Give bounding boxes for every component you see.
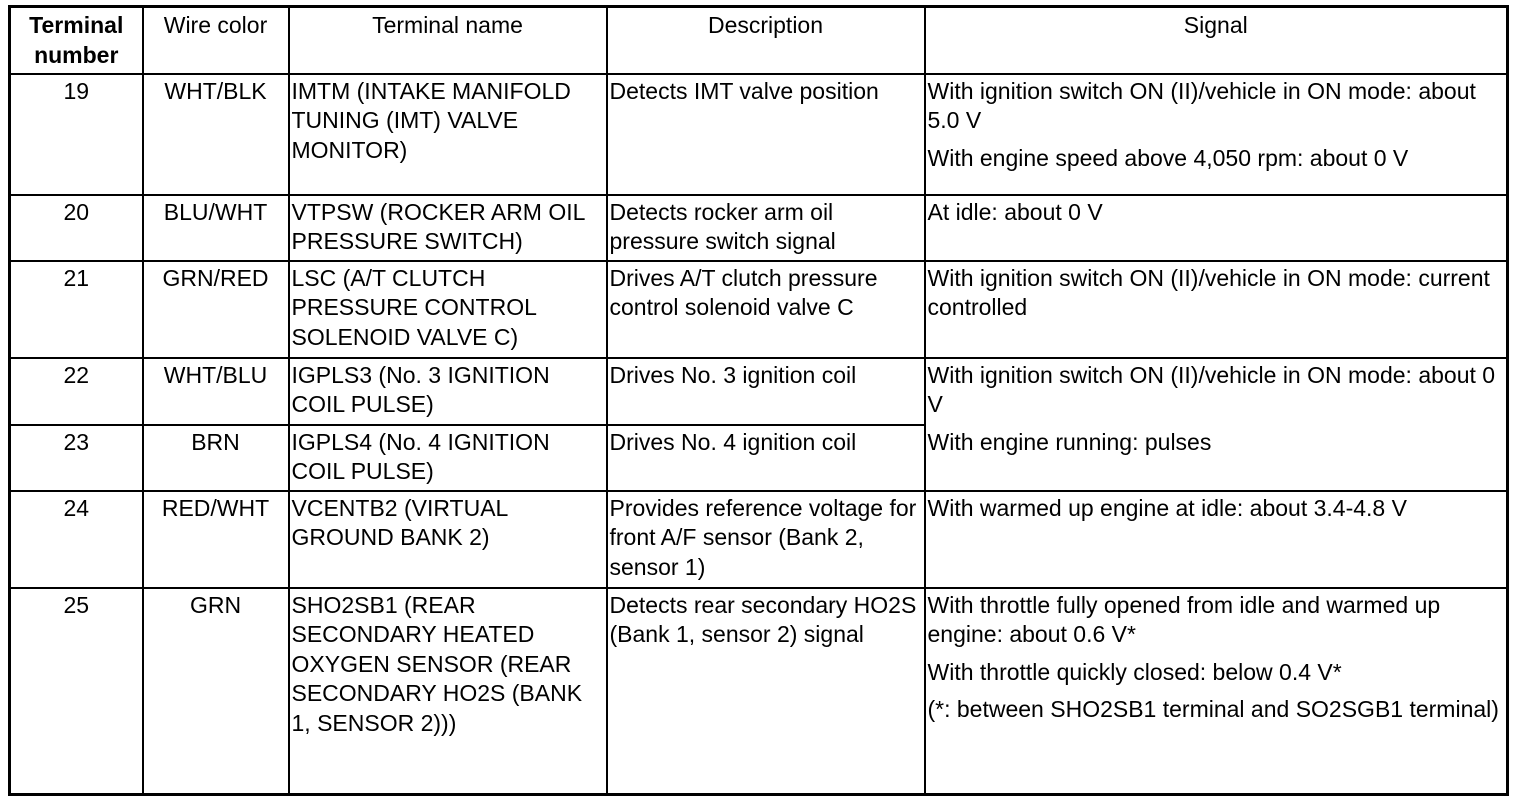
description-cell: Drives No. 3 ignition coil bbox=[607, 358, 925, 425]
signal-text: With throttle quickly closed: below 0.4 V* bbox=[927, 658, 1342, 685]
terminal-number-cell: 21 bbox=[10, 261, 143, 358]
terminal-number-cell: 24 bbox=[10, 491, 143, 588]
terminal-number-cell: 20 bbox=[10, 195, 143, 261]
signal-text: With ignition switch ON (II)/vehicle in ON mode: current controlled bbox=[927, 264, 1490, 320]
signal-cell bbox=[925, 261, 1508, 358]
header-signal: Signal bbox=[925, 7, 1508, 74]
signal-text: (*: between SHO2SB1 terminal and SO2SGB1 terminal) bbox=[927, 696, 1499, 722]
wire-color-cell: WHT/BLK bbox=[143, 74, 289, 195]
table-row bbox=[10, 195, 1508, 261]
terminal-name-cell: VCENTB2 (VIRTUAL GROUND BANK 2) bbox=[289, 491, 607, 588]
description-cell: Detects IMT valve position bbox=[607, 74, 925, 195]
signal-text: With engine speed above 4,050 rpm: about 0 V bbox=[927, 144, 1409, 171]
terminal-number-cell: 25 bbox=[10, 588, 143, 795]
signal-cell bbox=[925, 195, 1508, 261]
terminal-number-cell: 23 bbox=[10, 425, 143, 491]
signal-cell bbox=[925, 491, 1508, 588]
signal-text: With engine running: pulses bbox=[927, 428, 1212, 455]
description-cell: Provides reference voltage for front A/F sensor (Bank 2, sensor 1) bbox=[607, 491, 925, 588]
terminal-table bbox=[8, 5, 1509, 796]
table-row bbox=[10, 74, 1508, 195]
description-cell: Detects rocker arm oil pressure switch signal bbox=[607, 195, 925, 261]
signal-cell bbox=[925, 74, 1508, 195]
signal-cell bbox=[925, 588, 1508, 795]
wire-color-cell: GRN/RED bbox=[143, 261, 289, 358]
table-row bbox=[10, 261, 1508, 358]
table-row bbox=[10, 491, 1508, 588]
signal-text: At idle: about 0 V bbox=[927, 198, 1103, 225]
header-wire-color: Wire color bbox=[143, 7, 289, 74]
table-row bbox=[10, 358, 1508, 425]
header-description: Description bbox=[607, 7, 925, 74]
wire-color-cell: WHT/BLU bbox=[143, 358, 289, 425]
signal-text: With warmed up engine at idle: about 3.4-4.8 V bbox=[927, 494, 1407, 521]
signal-text: With ignition switch ON (II)/vehicle in ON mode: about 5.0 V bbox=[927, 77, 1476, 133]
terminal-name-cell: IGPLS4 (No. 4 IGNITION COIL PULSE) bbox=[289, 425, 607, 491]
terminal-name-cell: IGPLS3 (No. 3 IGNITION COIL PULSE) bbox=[289, 358, 607, 425]
description-cell: Drives No. 4 ignition coil bbox=[607, 425, 925, 491]
header-terminal-number: Terminal number bbox=[10, 7, 143, 74]
terminal-name-cell: SHO2SB1 (REAR SECONDARY HEATED OXYGEN SENSOR (REAR SECONDARY HO2S (BANK 1, SENSOR 2))) bbox=[289, 588, 607, 795]
header-terminal-name: Terminal name bbox=[289, 7, 607, 74]
terminal-name-cell: VTPSW (ROCKER ARM OIL PRESSURE SWITCH) bbox=[289, 195, 607, 261]
terminal-name-cell: LSC (A/T CLUTCH PRESSURE CONTROL SOLENOID VALVE C) bbox=[289, 261, 607, 358]
description-cell: Drives A/T clutch pressure control solenoid valve C bbox=[607, 261, 925, 358]
wire-color-cell: BRN bbox=[143, 425, 289, 491]
signal-text: With ignition switch ON (II)/vehicle in ON mode: about 0 V bbox=[927, 361, 1496, 417]
terminal-number-cell: 22 bbox=[10, 358, 143, 425]
description-cell: Detects rear secondary HO2S (Bank 1, sensor 2) signal bbox=[607, 588, 925, 795]
wire-color-cell: GRN bbox=[143, 588, 289, 795]
signal-text: With throttle fully opened from idle and warmed up engine: about 0.6 V* bbox=[927, 591, 1441, 647]
terminal-name-cell: IMTM (INTAKE MANIFOLD TUNING (IMT) VALVE MONITOR) bbox=[289, 74, 607, 195]
header-row bbox=[10, 7, 1508, 74]
terminal-number-cell: 19 bbox=[10, 74, 143, 195]
signal-cell bbox=[925, 358, 1508, 491]
table-row bbox=[10, 588, 1508, 795]
wire-color-cell: RED/WHT bbox=[143, 491, 289, 588]
wire-color-cell: BLU/WHT bbox=[143, 195, 289, 261]
